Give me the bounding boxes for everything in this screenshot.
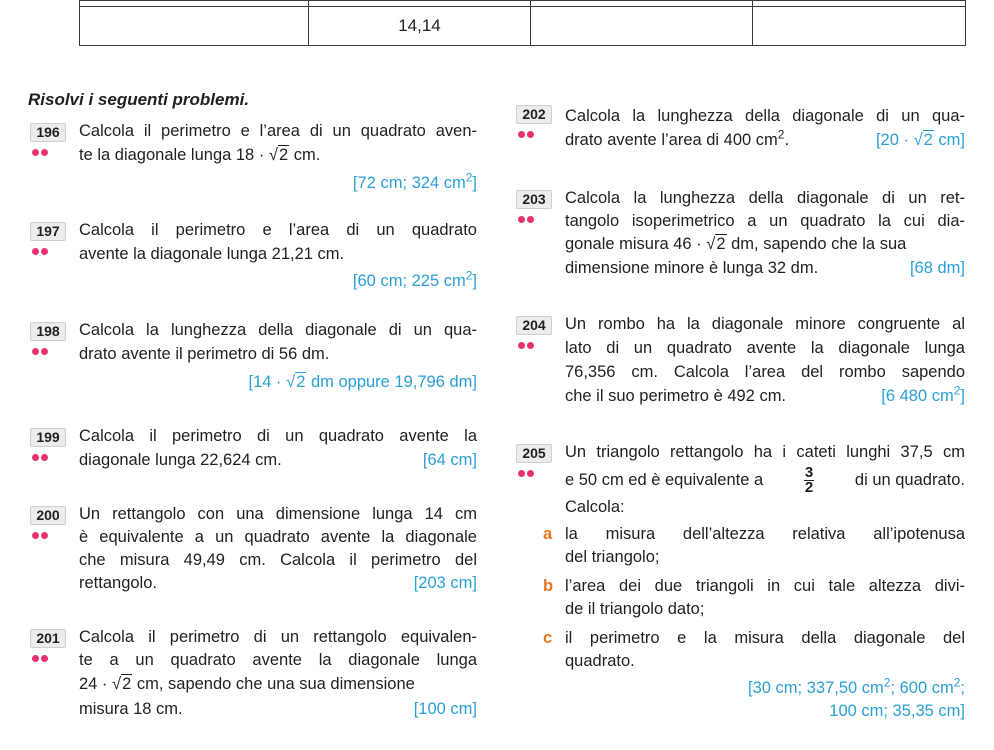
answer-205-line2: 100 cm; 35,35 cm] [829,702,965,720]
answer-200: [203 cm] [413,574,477,592]
table-cell-value: 14,14 [309,7,531,46]
table-cell [531,7,753,46]
answer-198: [14 · √2 dm oppure 19,796 dm] [248,373,477,391]
problem-number-199: 199 [30,428,66,447]
item-b: b l’area dei due triangoli in cui tale altezza divi- [543,577,965,595]
item-c: c il perimetro e la misura della diagonale del [543,629,965,647]
difficulty-dots [32,342,54,350]
difficulty-dots [32,143,54,151]
problem-number-205: 205 [516,444,552,463]
answer-205-line1: [30 cm; 337,50 $cm^2$; 600 $cm^2$; [748,675,965,697]
problem-number-204: 204 [516,316,552,335]
difficulty-dots [32,242,54,250]
answer-196: [72 cm; 324 $cm^2$] [352,170,477,192]
table-cell [80,7,309,46]
problem-number-197: 197 [30,222,66,241]
item-a: a la misura dell’altezza relativa all’ipotenusa [543,525,965,543]
fraction-three-halves: $\frac{3}{2}$ [804,464,814,496]
difficulty-dots [518,125,540,133]
table-cell [753,7,966,46]
section-title: Risolvi i seguenti problemi. [28,90,250,109]
answer-197: [60 cm; 225 $cm^2$] [352,268,477,290]
difficulty-dots [32,526,54,534]
answer-204: [6 480 $cm^2$] [881,383,965,405]
problem-number-203: 203 [516,190,552,209]
problem-number-196: 196 [30,123,66,142]
answer-201: [100 cm] [413,700,477,718]
answer-203: [68 dm] [909,259,965,277]
answer-202: [20 · √2 cm] [875,131,965,149]
data-table [79,0,966,46]
problem-number-198: 198 [30,322,66,341]
answer-199: [64 cm] [422,451,477,469]
difficulty-dots [518,210,540,218]
difficulty-dots [518,336,540,344]
difficulty-dots [518,464,540,472]
difficulty-dots [32,448,54,456]
problem-number-200: 200 [30,506,66,525]
problem-number-201: 201 [30,629,66,648]
difficulty-dots [32,649,54,657]
problem-number-202: 202 [516,105,552,124]
